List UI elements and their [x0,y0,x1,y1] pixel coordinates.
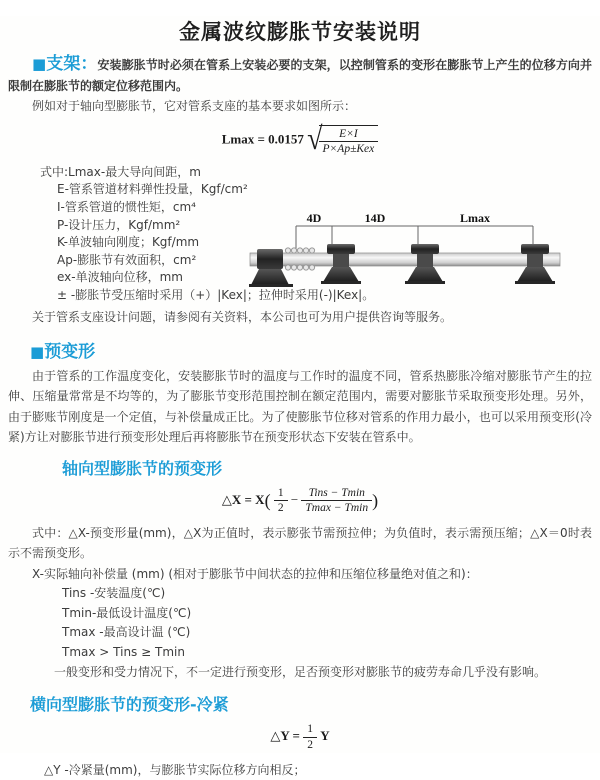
axial-subsection-heading: 轴向型膨胀节的预变形 [62,458,223,478]
support-intro-paragraph [8,54,592,96]
definition-line: K-单波轴向刚度；Kgf/mm [57,235,200,250]
lateral-note: △Y -冷紧量(mm)，与膨胀节实际位移方向相反； [44,762,306,777]
lateral-formula-rhs: Y [320,728,330,744]
axial-formula [0,487,600,515]
dim-label-4d: 4D [306,211,322,225]
lmax-formula-lhs: Lmax = 0.0157 [221,131,304,147]
section-square-icon: ■ [30,342,45,361]
half-denominator: 2 [277,502,284,515]
predeform-section-heading [30,337,600,362]
pipe-support-diagram [248,208,600,310]
definition-line: E-管系管道材料弹性投量，Kgf/cm² [57,182,248,197]
section-square-icon: ■ [32,55,47,73]
dim-label-lmax: Lmax [460,211,490,225]
lateral-formula-lhs: △Y = [270,728,300,744]
lateral-frac-numerator: 1 [303,723,317,738]
temp-frac-denominator: Tmax − Tmin [305,502,369,515]
variable-line: Tmin-最低设计温度(℃) [62,605,192,620]
right-paren: ) [372,490,379,511]
support-note: 关于管系支座设计问题，请参阅有关资料，本公司也可为用户提供咨询等服务。 [32,309,453,324]
pipe [250,253,560,266]
lmax-formula-numerator: E×I [319,128,379,143]
definition-line: ± -膨胀节受压缩时采用（+）|Kex|；拉伸时采用(-)|Kex|。 [57,287,375,302]
half-numerator: 1 [274,487,288,502]
axial-compensation-line: X-实际轴向补偿量 (mm) (相对于膨胀节中间状态的拉伸和压缩位移量绝对值之和)： [32,566,478,581]
definition-line: P-设计压力，Kgf/mm² [57,217,181,232]
axial-formula-lhs: △X = X [221,491,265,507]
left-paren: ( [264,490,271,511]
pipe-diagram-svg [248,208,600,310]
radical-sign: √ [307,121,323,158]
minus-sign: − [290,491,299,507]
lateral-frac-denominator: 2 [307,738,313,751]
definition-line: I-管系管道的惯性矩，cm⁴ [57,199,196,214]
dim-label-14d: 14D [364,211,386,225]
support-example-line: 例如对于轴向型膨胀节，它对管系支座的基本要求如图所示： [32,99,357,113]
lateral-subsection-heading: 横向型膨胀节的预变形-冷紧 [30,695,229,715]
where-label: 式中: [40,164,69,179]
lateral-formula [0,723,600,751]
definition-line [40,164,600,182]
variable-line: Tmax -最高设计温 (℃) [62,625,191,640]
axial-closing-line: 一般变形和受力情况下，不一定进行预变形，足否预变形对膨胀节的疲劳寿命几乎没有影响。 [54,665,547,680]
variable-line: Tins -安装温度(℃) [62,586,166,601]
definition-line: Ap-膨胀节有效面积，cm² [57,252,197,267]
lmax-formula [0,121,600,158]
axial-where-line: 式中：△X-预变形量(mm)，△X为正值时，表示膨张节需预拉伸；为负值时，表示需预压缩；△X＝0时表示不需预变形。 [8,525,592,561]
predeform-body: 由于管系的工作温度变化，安装膨胀节时的温度与工作时的温度不同，管系热膨胀冷缩对膨胀节产生的拉伸、压缩量常常是不均等的，为了膨胀节变形范围控制在额定范围内，需要对膨胀节采取预变形处理。另外，由于膨账节刚度是一个定值，与补偿量成正比。为了使膨胀节位移对管系的作用力最小，也可以采用预变形(冷紧)方让对膨胀节进行预变形处理后再将膨胀节在预变形状态下安装在管系中。 [8,368,592,445]
temp-frac-numerator: Tins − Tmin [301,487,372,502]
support-intro-text: 安装膨胀节时必须在管系上安装必要的支架，以控制管系的变形在膨胀节上产生的位移方向并限制在膨胀节的额定位移范围内。 [8,58,592,93]
predeform-heading-text: 预变形 [44,341,96,362]
definition-line: ex-单波轴向位移，mm [57,270,183,285]
support-section-heading: 支架： [46,54,98,74]
definition-text: Lmax-最大导向间距，m [68,164,201,179]
page-title: 金属波纹膨胀节安装说明 [179,20,421,44]
variable-line: Tmax > Tins ≥ Tmin [62,644,185,659]
lmax-formula-denominator: P×Ap±Kex [322,143,375,156]
document-page [0,16,600,777]
